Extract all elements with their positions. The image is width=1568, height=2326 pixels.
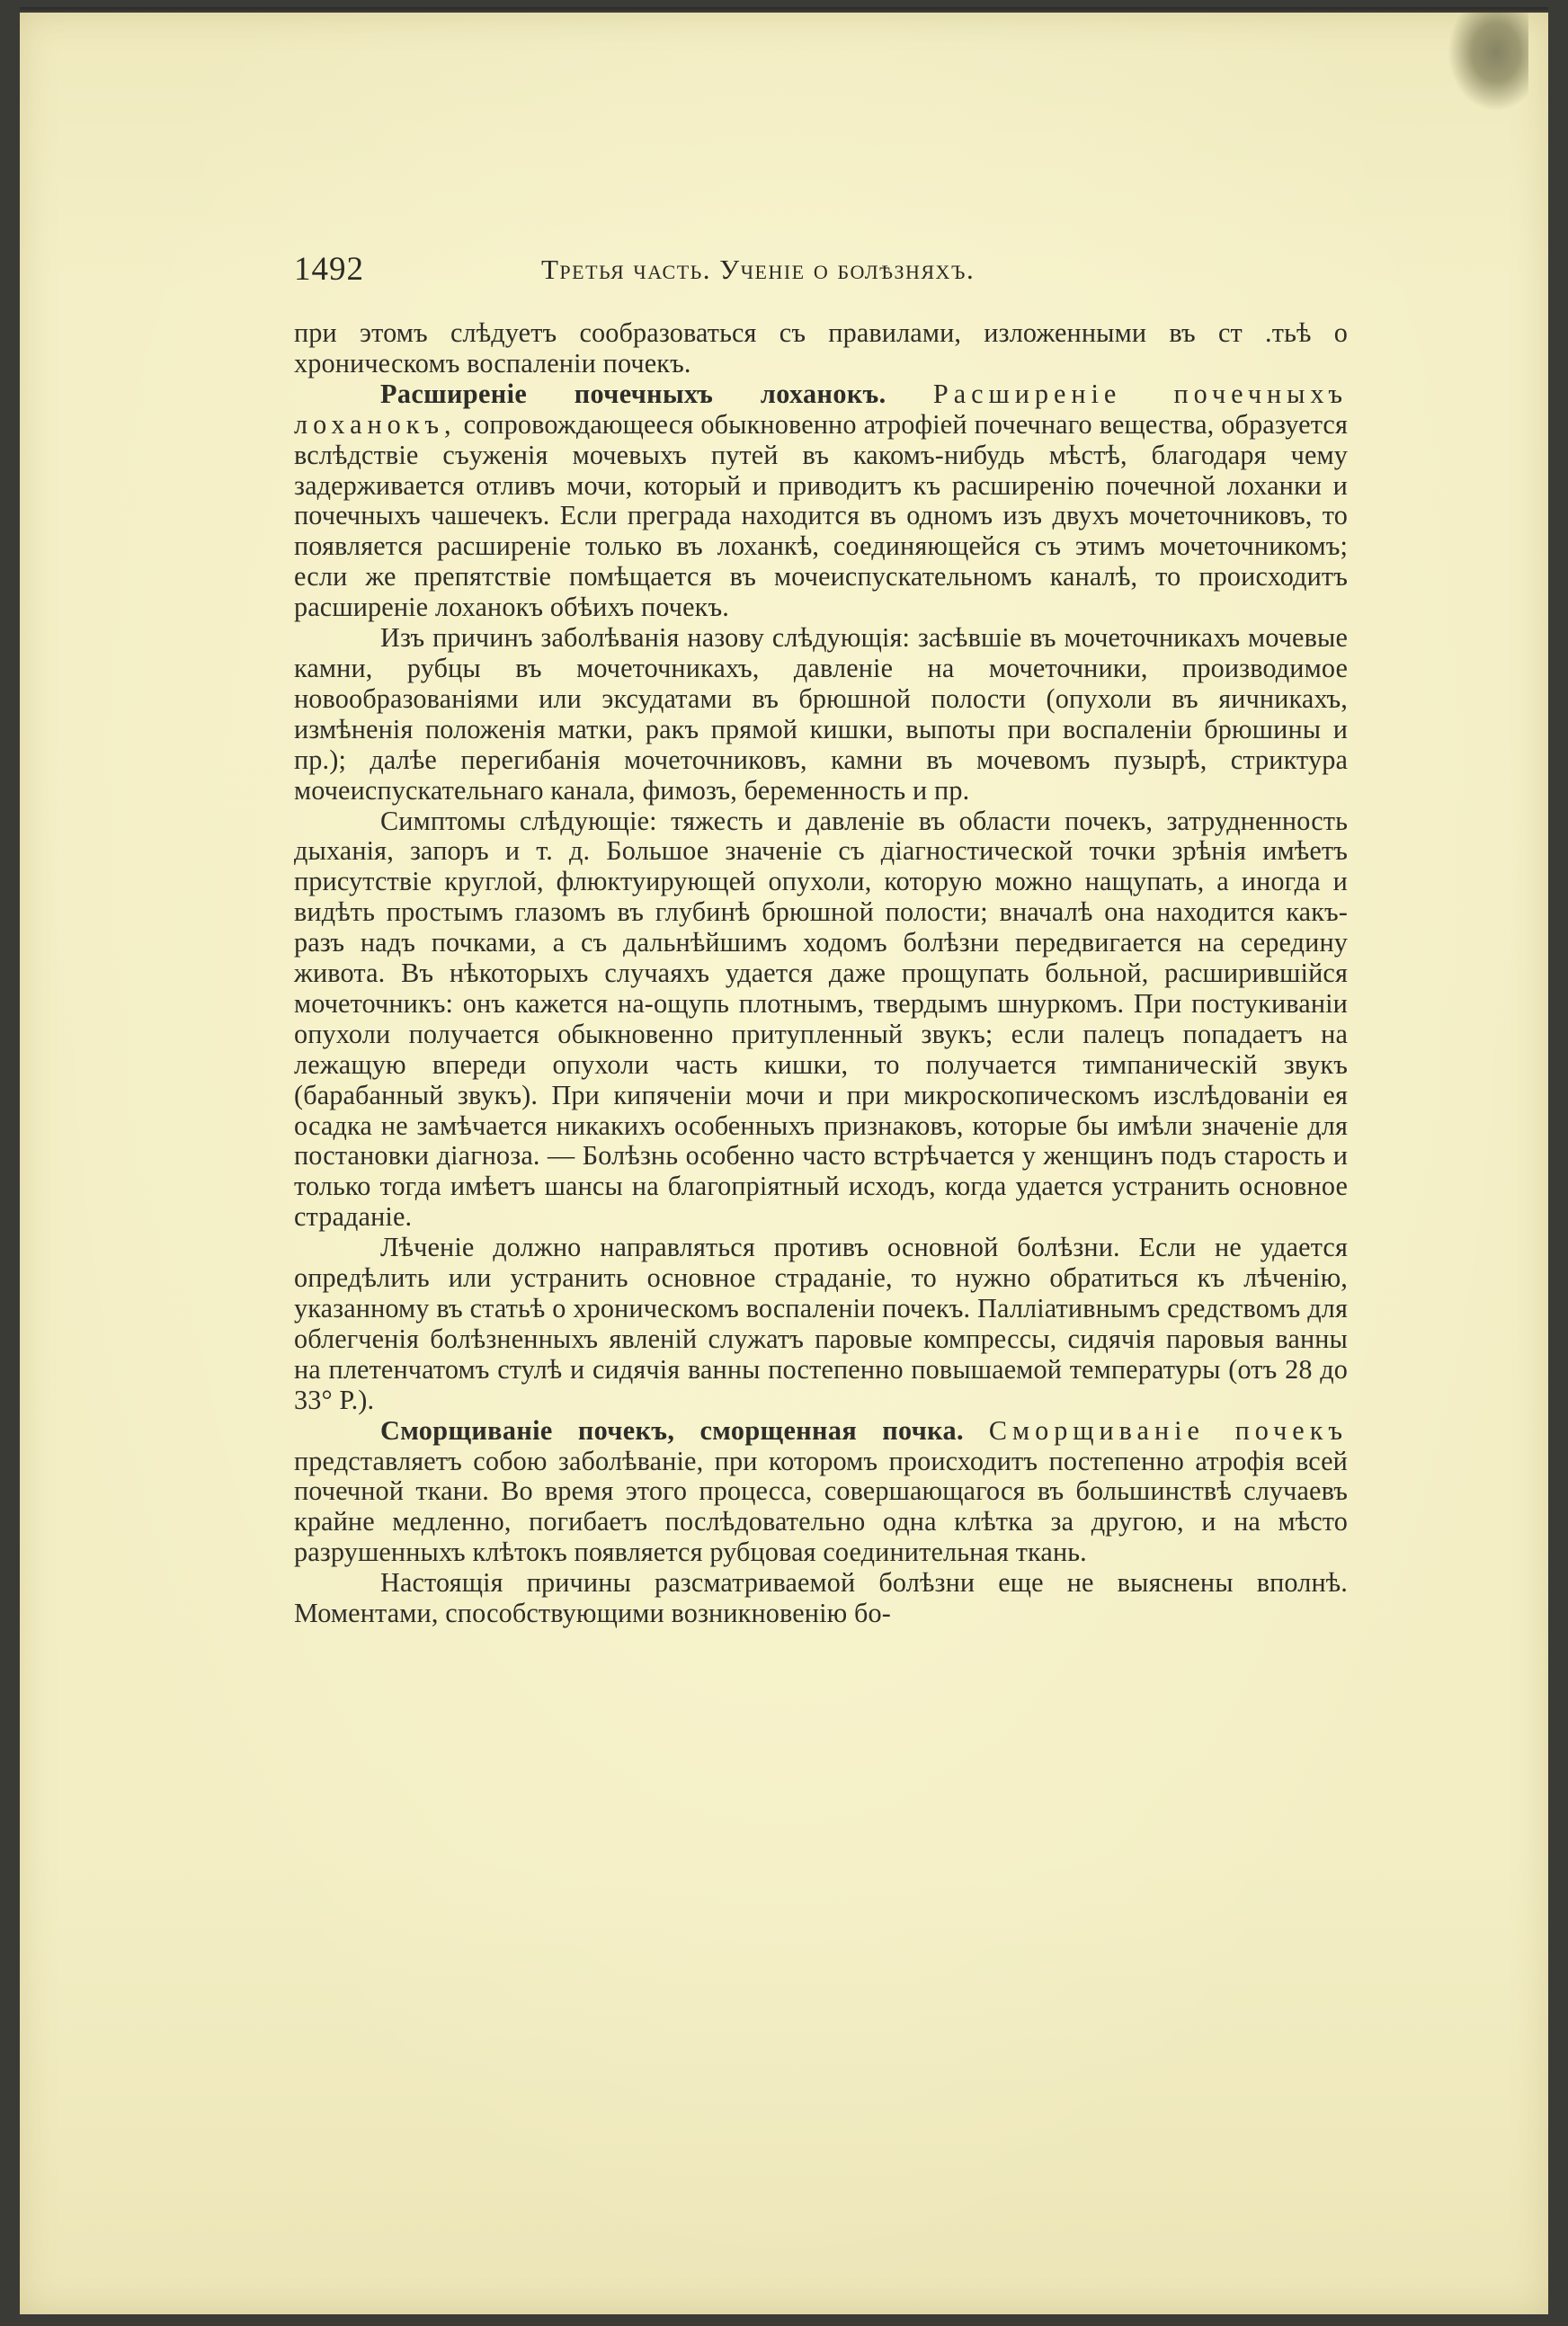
- paragraph-true-causes: Настоящія причины разсматриваемой болѣзни еще не выяснены вполнѣ. Моментами, способствующими возникновенію бо-: [294, 1567, 1348, 1629]
- page-header: [294, 246, 1337, 300]
- page-body: [294, 318, 1348, 1629]
- paragraph-pyelectasis: [294, 379, 1348, 623]
- paragraph-contracted-kidney-text: представляетъ собою заболѣваніе, при которомъ происходитъ постепенно атрофія всей почечной ткани. Во время этого процесса, совершающагося въ большинствѣ случаевъ крайне медленно, погибаетъ послѣдовательно одна клѣтка за другою, и на мѣсто разрушенныхъ клѣтокъ появляется рубцовая соединительная ткань.: [294, 1445, 1348, 1568]
- paragraph-causes: Изъ причинъ заболѣванія назову слѣдующія: засѣвшіе въ мочеточникахъ мочевые камни, рубцы въ мочеточникахъ, давленіе на мочеточники, производимое новообразованіями или эксудатами въ брюшной полости (опухоли въ яичникахъ, измѣненія положенія матки, ракъ прямой кишки, выпоты при воспаленіи брюшины и пр.); далѣе перегибанія мочеточниковъ, камни въ мочевомъ пузырѣ, стриктура мочеиспускательнаго канала, фимозъ, беременность и пр.: [294, 622, 1348, 806]
- section-title-pyelectasis: Расширеніе почечныхъ лоханокъ.: [380, 378, 886, 409]
- page-corner-stain: [1448, 13, 1528, 111]
- paragraph-symptoms: Симптомы слѣдующіе: тяжесть и давленіе въ области почекъ, затрудненность дыханія, запоръ и т. д. Большое значеніе съ діагностической точки зрѣнія имѣетъ присутствіе круглой, флюктуирующей опухоли, которую можно нащупать, а иногда и видѣть простымъ глазомъ въ глубинѣ брюшной полости; вначалѣ она находится какъ-разъ надъ почками, а съ дальнѣйшимъ ходомъ болѣзни передвигается на середину живота. Въ нѣкоторыхъ случаяхъ удается даже прощупать больной, расширившійся мочеточникъ: онъ кажется на-ощупь плотнымъ, твердымъ шнуркомъ. При постукиваніи опухоли получается обыкновенно притупленный звукъ; если палецъ попадаетъ на лежащую впереди опухоли часть кишки, то получается тимпаническій звукъ (барабанный звукъ). При кипяченіи мочи и при микроскопическомъ изслѣдованіи ея осадка не замѣчается никакихъ особенныхъ признаковъ, которые бы имѣли значеніе для постановки діагноза. — Болѣзнь особенно часто встрѣчается у женщинъ подъ старость и только тогда имѣетъ шансы на благопріятный исходъ, когда удается устранить основное страданіе.: [294, 805, 1348, 1233]
- page-number: 1492: [294, 251, 364, 288]
- section-title-contracted-kidney: Сморщиваніе почекъ, сморщенная почка.: [380, 1414, 964, 1446]
- term-pyelectasis: Расширеніе почечныхъ лоханокъ,: [294, 378, 1348, 440]
- paragraph-continuation: при этомъ слѣдуетъ сообразоваться съ правилами, изложенными въ ст .тьѣ о хроническомъ воспаленіи почекъ.: [294, 317, 1348, 379]
- paragraph-contracted-kidney: [294, 1416, 1348, 1569]
- paragraph-pyelectasis-text: сопровождающееся обыкновенно атрофіей почечнаго вещества, образуется вслѣдствіе съуженія мочевыхъ путей въ какомъ-нибудь мѣстѣ, благодаря чему задерживается отливъ мочи, который и приводитъ къ расширенію почечной лоханки и почечныхъ чашечекъ. Если преграда находится въ одномъ изъ двухъ мочеточниковъ, то появляется расширеніе только въ лоханкѣ, соединяющейся съ этимъ мочеточникомъ; если же препятствіе помѣщается въ мочеиспускательномъ каналѣ, то происходитъ расширеніе лоханокъ обѣихъ почекъ.: [294, 408, 1348, 623]
- term-contracted-kidney: Сморщиваніе почекъ: [988, 1414, 1348, 1446]
- paragraph-treatment: Лѣченіе должно направляться противъ основной болѣзни. Если не удается опредѣлить или устранить основное страданіе, то нужно обратиться къ лѣченію, указанному въ статьѣ о хроническомъ воспаленіи почекъ. Палліативнымъ средствомъ для облегченія болѣзненныхъ явленій служатъ паровые компрессы, сидячія паровыя ванны на плетенчатомъ стулѣ и сидячія ванны постепенно повышаемой температуры (отъ 28 до 33° Р.).: [294, 1232, 1348, 1415]
- running-head: Третья часть. Ученіе о болѣзняхъ.: [541, 254, 976, 285]
